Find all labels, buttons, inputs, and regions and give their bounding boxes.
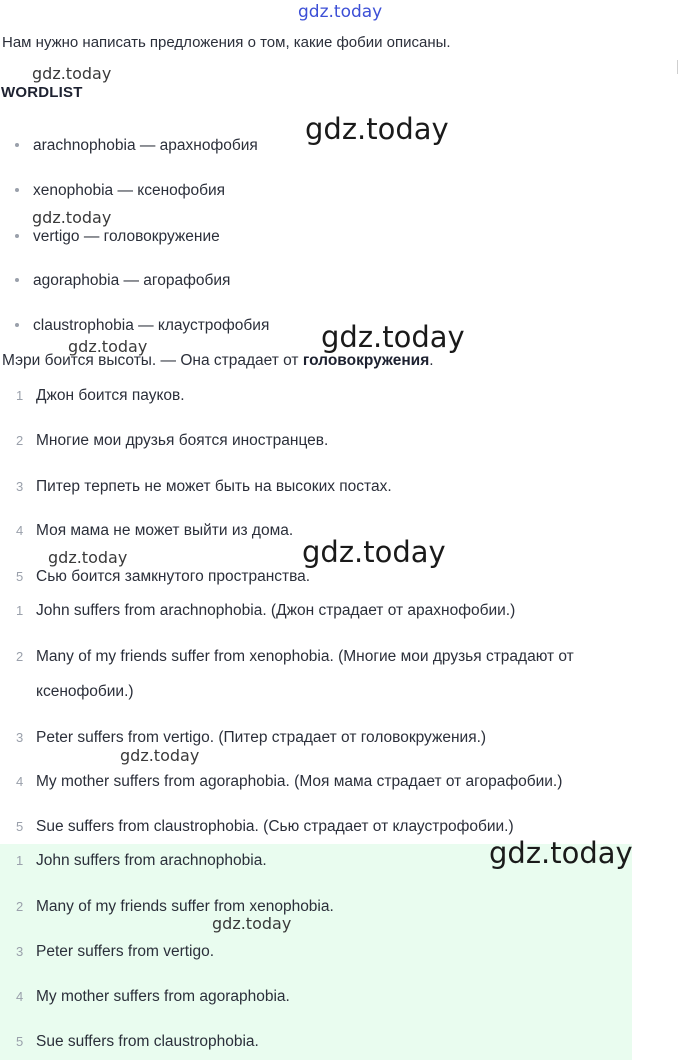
watermark: gdz.today <box>212 914 292 933</box>
watermark: gdz.today <box>48 548 128 567</box>
list-item: 5 Сью боится замкнутого пространства. <box>16 568 311 585</box>
watermark: gdz.today <box>302 535 446 569</box>
list-item: 3 Peter suffers from vertigo. (Питер страдает от головокружения.) <box>16 729 487 746</box>
scroll-tick <box>677 60 678 74</box>
answer-item: 3 Peter suffers from vertigo. <box>16 943 215 960</box>
watermark-top: gdz.today <box>298 2 383 22</box>
watermark: gdz.today <box>305 112 449 146</box>
watermark: gdz.today <box>120 746 200 765</box>
list-item: 1 Джон боится пауков. <box>16 387 185 404</box>
wordlist-item: arachnophobia — арахнофобия <box>15 137 258 155</box>
wordlist-item: vertigo — головокружение <box>15 228 220 246</box>
list-item: 2 Many of my friends suffer from xenophobia. (Многие мои друзья страдают от <box>16 648 574 665</box>
bullet-icon <box>15 234 19 238</box>
list-item-continuation: ксенофобии.) <box>36 683 134 700</box>
bullet-icon <box>15 143 19 147</box>
list-item: 3 Питер терпеть не может быть на высоких постах. <box>16 478 392 495</box>
list-item: 1 John suffers from arachnophobia. (Джон страдает от арахнофобии.) <box>16 602 516 619</box>
list-item: 4 Моя мама не может выйти из дома. <box>16 522 294 539</box>
bullet-icon <box>15 188 19 192</box>
wordlist-heading: WORDLIST <box>1 84 83 101</box>
answer-item: 1 John suffers from arachnophobia. <box>16 852 267 869</box>
example-sentence: Мэри боится высоты. — Она страдает от головокружения. <box>2 352 434 369</box>
watermark: gdz.today <box>489 836 633 870</box>
list-item: 5 Sue suffers from claustrophobia. (Сью страдает от клаустрофобии.) <box>16 818 514 835</box>
list-item: 4 My mother suffers from agoraphobia. (Моя мама страдает от агорафобии.) <box>16 773 563 790</box>
wordlist-item: claustrophobia — клаустрофобия <box>15 317 269 335</box>
bullet-icon <box>15 323 19 327</box>
answer-item: 5 Sue suffers from claustrophobia. <box>16 1033 259 1050</box>
answer-item: 2 Many of my friends suffer from xenophobia. <box>16 898 334 915</box>
list-item: 2 Многие мои друзья боятся иностранцев. <box>16 432 329 449</box>
wordlist-item: agoraphobia — агорафобия <box>15 272 230 290</box>
watermark: gdz.today <box>32 64 112 83</box>
wordlist-item: xenophobia — ксенофобия <box>15 182 225 200</box>
task-intro: Нам нужно написать предложения о том, какие фобии описаны. <box>2 34 451 51</box>
answer-item: 4 My mother suffers from agoraphobia. <box>16 988 290 1005</box>
bullet-icon <box>15 278 19 282</box>
watermark: gdz.today <box>321 320 465 354</box>
watermark: gdz.today <box>32 208 112 227</box>
watermark: gdz.today <box>68 337 148 356</box>
